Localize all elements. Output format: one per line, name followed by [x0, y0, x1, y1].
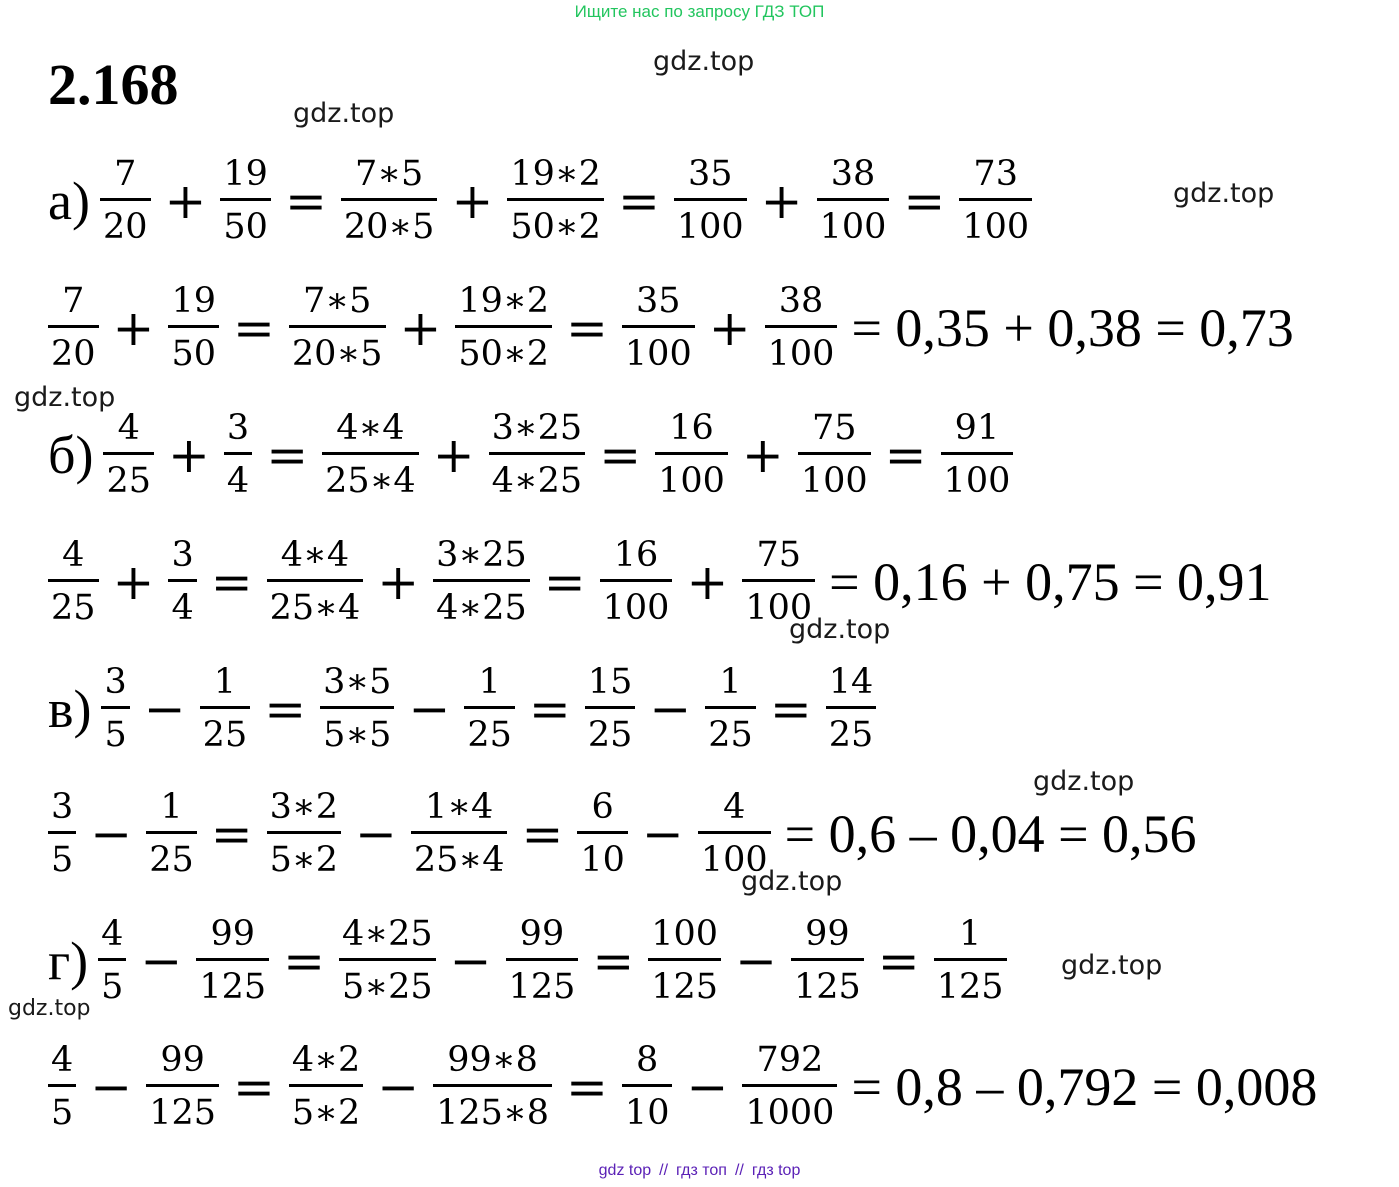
denominator: 125	[793, 967, 861, 1008]
fraction	[742, 535, 815, 629]
operator: +	[686, 552, 729, 611]
operator: −	[354, 804, 397, 863]
fraction	[267, 535, 364, 629]
operator: =	[566, 1057, 608, 1116]
fraction-bar	[322, 452, 419, 455]
numerator: 73	[973, 154, 1018, 194]
operator: =	[284, 171, 327, 230]
equation-line	[48, 787, 1197, 881]
footer-separator: //	[659, 1162, 669, 1179]
numerator: 35	[636, 281, 681, 321]
denominator: 50∗2	[510, 207, 601, 248]
fraction	[98, 914, 126, 1008]
fraction-bar	[765, 325, 838, 328]
denominator: 25	[149, 840, 194, 881]
numerator: 99∗8	[447, 1040, 538, 1080]
numerator: 91	[954, 408, 1000, 448]
part-label: г)	[48, 930, 89, 991]
footer-link[interactable]: gdz top	[598, 1162, 652, 1179]
fraction-bar	[585, 706, 636, 709]
numerator: 7∗5	[354, 154, 424, 194]
operator: =	[884, 425, 927, 484]
fraction	[320, 662, 394, 756]
fraction-bar	[48, 1084, 76, 1087]
denominator: 25	[51, 588, 96, 629]
part-label: в)	[48, 678, 92, 739]
denominator: 5∗2	[269, 840, 338, 881]
operator: +	[168, 425, 210, 484]
denominator: 100	[943, 461, 1011, 502]
decimal-result: = 0,8 – 0,792 = 0,008	[851, 1056, 1318, 1117]
fraction-bar	[959, 198, 1032, 201]
fraction-bar	[464, 706, 515, 709]
fraction-bar	[48, 325, 99, 328]
fraction-bar	[200, 706, 251, 709]
operator: +	[432, 425, 475, 484]
numerator: 3∗5	[323, 662, 392, 702]
denominator: 4∗25	[491, 461, 583, 502]
fraction-bar	[100, 198, 151, 201]
numerator: 35	[687, 154, 733, 194]
fraction-bar	[577, 831, 628, 834]
operator: =	[543, 552, 586, 611]
watermark: gdz.top	[293, 98, 395, 129]
operator: +	[451, 171, 494, 230]
operator: +	[708, 298, 751, 357]
fraction-bar	[507, 198, 604, 201]
numerator: 3∗25	[491, 408, 583, 448]
numerator: 3∗2	[269, 787, 338, 827]
operator: =	[599, 425, 642, 484]
fraction-bar	[433, 579, 530, 582]
denominator: 10	[580, 840, 625, 881]
fraction	[798, 408, 871, 502]
numerator: 3	[226, 408, 250, 448]
watermark: gdz.top	[14, 382, 116, 413]
fraction	[289, 1040, 363, 1134]
operator: =	[528, 679, 571, 738]
fraction	[339, 914, 436, 1008]
denominator: 10	[624, 1093, 670, 1134]
denominator: 5∗25	[342, 967, 433, 1008]
fraction-bar	[648, 958, 721, 961]
numerator: 4∗4	[280, 535, 350, 575]
fraction	[826, 662, 877, 756]
numerator: 19	[223, 154, 268, 194]
fraction	[464, 662, 515, 756]
fraction	[48, 535, 99, 629]
footer-separator: //	[734, 1162, 744, 1179]
operator: =	[283, 931, 326, 990]
numerator: 4∗2	[291, 1040, 361, 1080]
fraction	[934, 914, 1007, 1008]
denominator: 100	[800, 461, 868, 502]
equation-line	[48, 1040, 1317, 1134]
watermark: gdz.top	[1061, 950, 1163, 981]
fraction	[168, 535, 196, 629]
fraction-bar	[411, 831, 508, 834]
operator: −	[686, 1057, 729, 1116]
operator: −	[90, 804, 133, 863]
denominator: 50	[223, 207, 268, 248]
numerator: 99	[210, 914, 255, 954]
numerator: 1	[719, 662, 742, 702]
operator: −	[649, 679, 692, 738]
denominator: 4∗25	[436, 588, 527, 629]
fraction-bar	[817, 198, 890, 201]
denominator: 25	[106, 461, 152, 502]
fraction-bar	[320, 706, 394, 709]
fraction	[698, 787, 771, 881]
denominator: 5∗5	[323, 715, 392, 756]
numerator: 38	[830, 154, 876, 194]
numerator: 4∗4	[336, 408, 405, 448]
fraction-bar	[146, 1084, 219, 1087]
numerator: 1	[213, 662, 237, 702]
fraction-bar	[674, 198, 747, 201]
fraction-bar	[289, 1084, 363, 1087]
fraction-bar	[622, 1084, 673, 1087]
fraction	[411, 787, 508, 881]
fraction-bar	[826, 706, 877, 709]
decimal-result: = 0,6 – 0,04 = 0,56	[784, 803, 1197, 864]
denominator: 125	[936, 967, 1004, 1008]
fraction-bar	[341, 198, 438, 201]
fraction-bar	[267, 831, 341, 834]
numerator: 99	[519, 914, 565, 954]
operator: −	[377, 1057, 420, 1116]
fraction	[48, 281, 99, 375]
denominator: 20∗5	[343, 207, 435, 248]
numerator: 38	[778, 281, 824, 321]
numerator: 4∗25	[342, 914, 433, 954]
fraction-bar	[742, 1084, 837, 1087]
fraction	[959, 154, 1032, 248]
fraction-bar	[267, 579, 364, 582]
operator: −	[735, 931, 777, 990]
operator: =	[592, 931, 635, 990]
denominator: 50	[171, 334, 216, 375]
fraction	[506, 914, 579, 1008]
operator: =	[266, 425, 309, 484]
operator: +	[741, 425, 784, 484]
numerator: 19∗2	[458, 281, 549, 321]
fraction-bar	[489, 452, 586, 455]
watermark: gdz.top	[653, 46, 755, 77]
fraction	[600, 535, 673, 629]
fraction-bar	[224, 452, 252, 455]
fraction	[648, 914, 721, 1008]
equation-line	[48, 408, 1013, 502]
fraction-bar	[941, 452, 1014, 455]
denominator: 100	[767, 334, 835, 375]
fraction	[577, 787, 628, 881]
numerator: 75	[811, 408, 857, 448]
fraction	[433, 535, 530, 629]
fraction-bar	[934, 958, 1007, 961]
denominator: 125	[651, 967, 719, 1008]
fraction-bar	[698, 831, 771, 834]
fraction	[585, 662, 636, 756]
numerator: 4	[723, 787, 746, 827]
numerator: 16	[669, 408, 714, 448]
part-label: б)	[48, 424, 94, 485]
numerator: 16	[613, 535, 659, 575]
fraction	[742, 1040, 837, 1134]
numerator: 3	[51, 787, 74, 827]
denominator: 25	[202, 715, 248, 756]
fraction	[433, 1040, 552, 1134]
footer-links	[0, 1162, 1399, 1180]
operator: +	[760, 171, 803, 230]
operator: =	[233, 1057, 275, 1116]
numerator: 100	[651, 914, 719, 954]
fraction	[622, 1040, 673, 1134]
numerator: 4	[51, 1040, 74, 1080]
denominator: 125∗8	[436, 1093, 550, 1134]
fraction-bar	[98, 958, 126, 961]
fraction-bar	[196, 958, 269, 961]
fraction	[705, 662, 756, 756]
fraction	[267, 787, 341, 881]
numerator: 7	[114, 154, 137, 194]
fraction	[817, 154, 890, 248]
denominator: 5∗2	[291, 1093, 361, 1134]
fraction-bar	[622, 325, 695, 328]
fraction	[103, 408, 154, 502]
fraction	[322, 408, 419, 502]
fraction	[674, 154, 747, 248]
fraction	[196, 914, 269, 1008]
operator: =	[877, 931, 920, 990]
numerator: 1∗4	[425, 787, 494, 827]
watermark: gdz.top	[1173, 178, 1275, 209]
numerator: 7∗5	[303, 281, 372, 321]
equation-line	[48, 535, 1272, 629]
fraction	[146, 787, 197, 881]
watermark: gdz.top	[8, 996, 91, 1021]
fraction	[101, 662, 129, 756]
denominator: 100	[700, 840, 768, 881]
denominator: 20	[51, 334, 96, 375]
fraction-bar	[339, 958, 436, 961]
watermark: gdz.top	[1033, 766, 1135, 797]
numerator: 3	[104, 662, 127, 702]
denominator: 50∗2	[458, 334, 549, 375]
denominator: 25∗4	[325, 461, 416, 502]
denominator: 125	[149, 1093, 216, 1134]
denominator: 25∗4	[413, 840, 505, 881]
operator: =	[233, 298, 275, 357]
operator: =	[903, 171, 946, 230]
denominator: 20	[102, 207, 148, 248]
denominator: 125	[199, 967, 267, 1008]
fraction	[200, 662, 251, 756]
denominator: 100	[624, 334, 692, 375]
fraction	[941, 408, 1014, 502]
numerator: 1	[160, 787, 183, 827]
fraction-bar	[798, 452, 871, 455]
fraction	[765, 281, 838, 375]
operator: +	[377, 552, 420, 611]
denominator: 5	[104, 715, 127, 756]
denominator: 1000	[745, 1093, 835, 1134]
fraction-bar	[506, 958, 579, 961]
fraction-bar	[48, 831, 76, 834]
operator: +	[112, 552, 155, 611]
operator: −	[143, 679, 186, 738]
numerator: 1	[478, 662, 501, 702]
fraction-bar	[146, 831, 197, 834]
footer-link[interactable]: гдз топ	[676, 1162, 727, 1179]
decimal-result: = 0,16 + 0,75 = 0,91	[829, 551, 1272, 612]
denominator: 4	[171, 588, 194, 629]
numerator: 7	[62, 281, 85, 321]
denominator: 5	[51, 840, 74, 881]
fraction-bar	[705, 706, 756, 709]
numerator: 8	[636, 1040, 659, 1080]
denominator: 25	[708, 715, 753, 756]
fraction-bar	[101, 706, 129, 709]
numerator: 3	[171, 535, 194, 575]
numerator: 19	[171, 281, 216, 321]
denominator: 4	[226, 461, 250, 502]
denominator: 25	[467, 715, 512, 756]
denominator: 25∗4	[269, 588, 361, 629]
numerator: 3∗25	[436, 535, 527, 575]
fraction-bar	[220, 198, 271, 201]
fraction	[622, 281, 695, 375]
fraction	[455, 281, 552, 375]
fraction	[791, 914, 864, 1008]
numerator: 99	[160, 1040, 205, 1080]
operator: =	[617, 171, 660, 230]
fraction-bar	[600, 579, 673, 582]
operator: =	[210, 552, 253, 611]
denominator: 125	[508, 967, 576, 1008]
operator: −	[140, 931, 183, 990]
fraction-bar	[455, 325, 552, 328]
operator: −	[449, 931, 492, 990]
operator: +	[112, 298, 155, 357]
numerator: 14	[828, 662, 874, 702]
search-banner: Ищите нас по запросу ГДЗ ТОП	[574, 2, 825, 21]
numerator: 19∗2	[510, 154, 601, 194]
fraction	[489, 408, 586, 502]
fraction	[507, 154, 604, 248]
part-label: а)	[48, 170, 90, 231]
denominator: 100	[745, 588, 813, 629]
fraction	[48, 787, 76, 881]
fraction	[224, 408, 252, 502]
equation-line	[48, 914, 1007, 1008]
equation-line	[48, 281, 1294, 375]
fraction-bar	[791, 958, 864, 961]
operator: −	[408, 679, 451, 738]
denominator: 100	[676, 207, 744, 248]
fraction-bar	[168, 325, 219, 328]
denominator: 100	[602, 588, 670, 629]
numerator: 15	[587, 662, 633, 702]
operator: =	[264, 679, 307, 738]
numerator: 1	[958, 914, 982, 954]
numerator: 792	[756, 1040, 824, 1080]
operator: =	[210, 804, 253, 863]
equation-line	[48, 154, 1032, 248]
fraction	[341, 154, 438, 248]
numerator: 75	[756, 535, 802, 575]
denominator: 5	[51, 1093, 74, 1134]
decimal-result: = 0,35 + 0,38 = 0,73	[851, 297, 1294, 358]
numerator: 99	[805, 914, 850, 954]
denominator: 100	[658, 461, 725, 502]
denominator: 20∗5	[291, 334, 383, 375]
operator: −	[641, 804, 684, 863]
denominator: 25	[828, 715, 874, 756]
fraction-bar	[742, 579, 815, 582]
denominator: 25	[587, 715, 633, 756]
fraction	[220, 154, 271, 248]
numerator: 6	[591, 787, 614, 827]
fraction-bar	[655, 452, 728, 455]
watermark: gdz.top	[789, 614, 891, 645]
fraction-bar	[168, 579, 196, 582]
operator: −	[90, 1057, 133, 1116]
operator: =	[521, 804, 564, 863]
fraction	[100, 154, 151, 248]
operator: =	[769, 679, 812, 738]
footer-link[interactable]: гдз top	[751, 1162, 801, 1179]
exercise-number: 2.168	[48, 52, 179, 117]
operator: +	[399, 298, 442, 357]
fraction-bar	[289, 325, 386, 328]
equation-line	[48, 662, 876, 756]
numerator: 4	[101, 914, 124, 954]
denominator: 100	[819, 207, 887, 248]
fraction	[289, 281, 386, 375]
fraction	[48, 1040, 76, 1134]
denominator: 5	[101, 967, 124, 1008]
fraction-bar	[48, 579, 99, 582]
fraction	[146, 1040, 219, 1134]
fraction-bar	[433, 1084, 552, 1087]
watermark: gdz.top	[741, 866, 843, 897]
fraction	[168, 281, 219, 375]
fraction-bar	[103, 452, 154, 455]
numerator: 4	[117, 408, 140, 448]
operator: =	[566, 298, 608, 357]
operator: +	[164, 171, 207, 230]
fraction	[655, 408, 728, 502]
numerator: 4	[62, 535, 85, 575]
denominator: 100	[962, 207, 1030, 248]
